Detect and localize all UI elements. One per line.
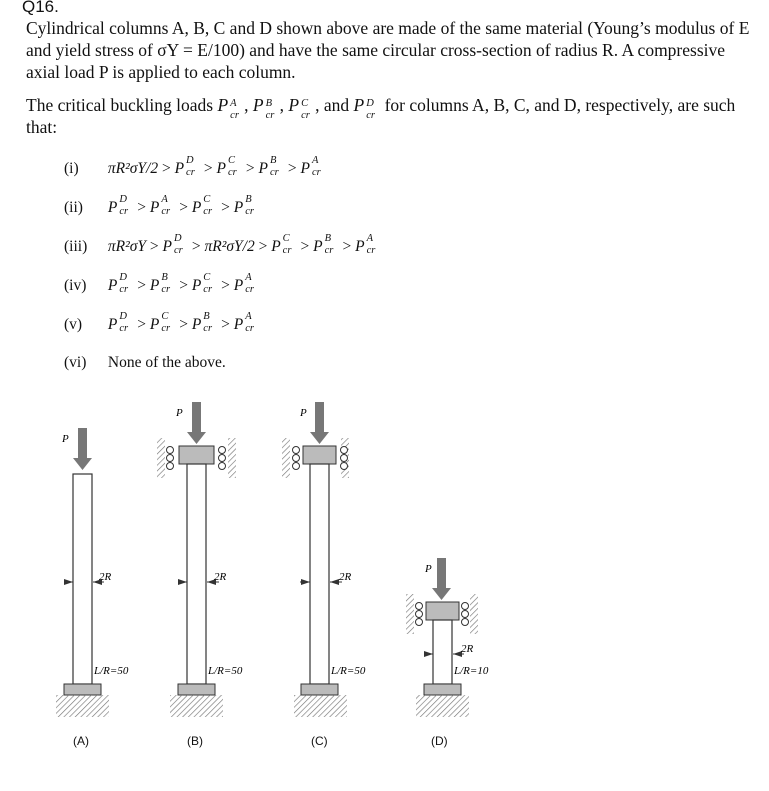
diameter-label-a: 2R <box>99 571 112 583</box>
question-number: Q16. <box>22 0 59 16</box>
column-d <box>406 558 489 717</box>
question-paragraph-1: Cylindrical columns A, B, C and D shown above are made of the same material (Young’s modulus of E and yield stress of σY = E/100) and have the same circular cross-section of radius R. A compressive axial load P is applied to each column. <box>26 18 750 82</box>
diameter-label-c: 2R <box>339 571 352 583</box>
option-iii[interactable]: (iii) πR²σY > P D cr > πR²σY/2 > P C cr > P B cr > P A cr <box>64 233 376 256</box>
option-vi[interactable]: (vi) None of the above. <box>64 354 226 371</box>
column-body-b <box>187 464 206 684</box>
load-label-c: P <box>300 407 307 419</box>
load-arrow-d <box>432 558 451 600</box>
option-i[interactable]: (i) πR²σY/2 > P D cr > P C cr > P B cr > P A cr <box>64 155 321 178</box>
column-body-a <box>73 474 92 684</box>
caption-b: (B) <box>187 734 203 748</box>
question-paragraph-2: The critical buckling loads P A cr , P B cr , P C cr , and P D cr for columns A, B, C, and D, respectively, are such that: <box>26 95 736 137</box>
paragraph2-prefix: The critical buckling loads <box>26 95 218 115</box>
load-arrow-a <box>73 428 92 470</box>
column-a <box>56 428 129 717</box>
column-body-c <box>310 464 329 684</box>
diameter-label-d: 2R <box>461 643 474 655</box>
column-c <box>282 402 366 717</box>
load-label-a: P <box>62 433 69 445</box>
option-iv[interactable]: (iv) P D cr > P B cr > P C cr > P A cr <box>64 272 254 295</box>
option-v[interactable]: (v) P D cr > P C cr > P B cr > P A cr <box>64 311 254 334</box>
slenderness-d: L/R=10 <box>454 665 489 677</box>
load-label-d: P <box>425 563 432 575</box>
columns-figure <box>0 390 769 735</box>
caption-c: (C) <box>311 734 328 748</box>
slenderness-b: L/R=50 <box>208 665 243 677</box>
load-label-b: P <box>176 407 183 419</box>
diameter-label-b: 2R <box>214 571 227 583</box>
column-b <box>157 402 243 717</box>
paragraph2-suffix: for columns A, B, C, and D, respectively, are such that: <box>26 95 736 137</box>
load-arrow-b <box>187 402 206 444</box>
load-arrow-c <box>310 402 329 444</box>
slenderness-a: L/R=50 <box>94 665 129 677</box>
column-body-d <box>433 620 452 684</box>
slenderness-c: L/R=50 <box>331 665 366 677</box>
caption-d: (D) <box>431 734 448 748</box>
option-ii[interactable]: (ii) P D cr > P A cr > P C cr > P B cr <box>64 194 254 217</box>
caption-a: (A) <box>73 734 89 748</box>
